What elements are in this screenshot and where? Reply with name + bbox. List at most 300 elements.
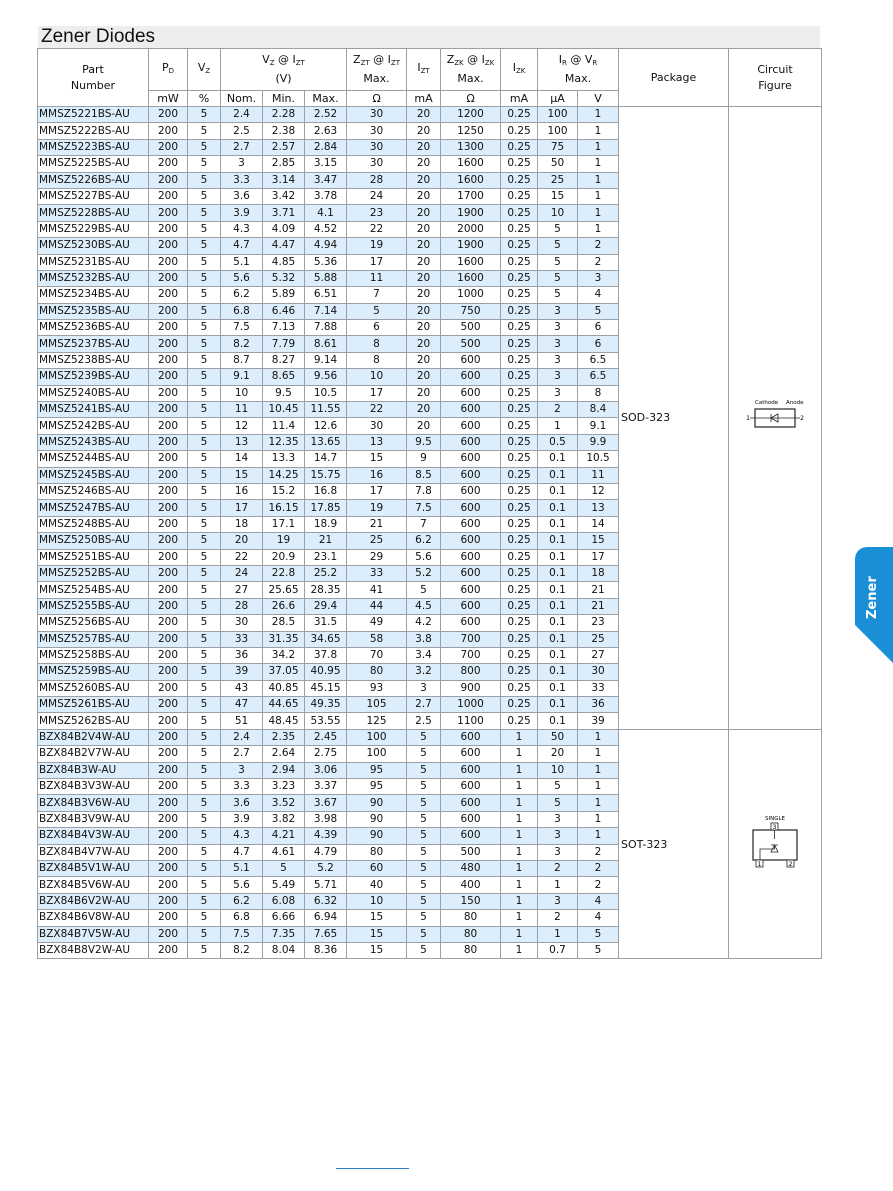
- value-cell: 200: [149, 238, 188, 254]
- value-cell: 1: [501, 926, 538, 942]
- value-cell: 2.38: [263, 123, 305, 139]
- value-cell: 1: [578, 828, 619, 844]
- value-cell: 0.25: [501, 369, 538, 385]
- vz-sub: Z: [205, 67, 211, 75]
- unit-cell: Min.: [263, 91, 305, 107]
- value-cell: 2.7: [221, 746, 263, 762]
- value-cell: 20: [407, 385, 441, 401]
- part-number-cell: BZX84B6V2W-AU: [38, 893, 149, 909]
- value-cell: 200: [149, 254, 188, 270]
- zzk-sub1: ZK: [454, 59, 464, 67]
- value-cell: 5: [188, 565, 221, 581]
- value-cell: 3: [538, 369, 578, 385]
- value-cell: 10: [347, 893, 407, 909]
- value-cell: 5: [578, 942, 619, 958]
- value-cell: 1000: [441, 697, 501, 713]
- part-number-cell: BZX84B8V2W-AU: [38, 942, 149, 958]
- value-cell: 5: [188, 500, 221, 516]
- value-cell: 2: [578, 877, 619, 893]
- value-cell: 4: [578, 287, 619, 303]
- value-cell: 1300: [441, 139, 501, 155]
- part-number-cell: MMSZ5232BS-AU: [38, 270, 149, 286]
- value-cell: 4.52: [305, 221, 347, 237]
- value-cell: 5: [188, 434, 221, 450]
- value-cell: 6: [578, 320, 619, 336]
- value-cell: 15.2: [263, 483, 305, 499]
- value-cell: 20: [407, 369, 441, 385]
- value-cell: 600: [441, 598, 501, 614]
- value-cell: 1: [538, 418, 578, 434]
- part-number-cell: MMSZ5235BS-AU: [38, 303, 149, 319]
- value-cell: 5: [188, 926, 221, 942]
- value-cell: 5: [407, 811, 441, 827]
- value-cell: 200: [149, 533, 188, 549]
- package-cell: SOD-323: [619, 107, 729, 730]
- value-cell: 0.25: [501, 238, 538, 254]
- part-number-cell: MMSZ5260BS-AU: [38, 680, 149, 696]
- value-cell: 200: [149, 697, 188, 713]
- part-number-cell: MMSZ5229BS-AU: [38, 221, 149, 237]
- value-cell: 9.5: [407, 434, 441, 450]
- value-cell: 1: [578, 795, 619, 811]
- value-cell: 30: [221, 615, 263, 631]
- value-cell: 5: [407, 893, 441, 909]
- value-cell: 27: [578, 647, 619, 663]
- value-cell: 5: [188, 238, 221, 254]
- value-cell: 200: [149, 631, 188, 647]
- value-cell: 30: [347, 139, 407, 155]
- part-number-cell: MMSZ5240BS-AU: [38, 385, 149, 401]
- value-cell: 5.49: [263, 877, 305, 893]
- value-cell: 17: [347, 254, 407, 270]
- value-cell: 2.75: [305, 746, 347, 762]
- value-cell: 70: [347, 647, 407, 663]
- value-cell: 2: [538, 402, 578, 418]
- value-cell: 16: [221, 483, 263, 499]
- value-cell: 5: [188, 713, 221, 729]
- value-cell: 1: [578, 107, 619, 123]
- value-cell: 200: [149, 500, 188, 516]
- value-cell: 200: [149, 156, 188, 172]
- value-cell: 20: [407, 172, 441, 188]
- value-cell: 5: [188, 336, 221, 352]
- value-cell: 0.25: [501, 533, 538, 549]
- value-cell: 200: [149, 664, 188, 680]
- value-cell: 5: [407, 729, 441, 745]
- value-cell: 0.1: [538, 483, 578, 499]
- value-cell: 2: [578, 844, 619, 860]
- value-cell: 200: [149, 139, 188, 155]
- value-cell: 8.04: [263, 942, 305, 958]
- value-cell: 600: [441, 385, 501, 401]
- value-cell: 0.25: [501, 254, 538, 270]
- value-cell: 12: [221, 418, 263, 434]
- value-cell: 6.08: [263, 893, 305, 909]
- value-cell: 600: [441, 451, 501, 467]
- value-cell: 5.1: [221, 860, 263, 876]
- value-cell: 200: [149, 123, 188, 139]
- value-cell: 5: [407, 910, 441, 926]
- value-cell: 2: [578, 254, 619, 270]
- value-cell: 1: [501, 795, 538, 811]
- value-cell: 1: [578, 205, 619, 221]
- value-cell: 18.9: [305, 516, 347, 532]
- value-cell: 20: [407, 287, 441, 303]
- value-cell: 21: [347, 516, 407, 532]
- value-cell: 8: [347, 336, 407, 352]
- value-cell: 20: [407, 352, 441, 368]
- col-header-part: [38, 49, 149, 107]
- value-cell: 5: [188, 942, 221, 958]
- value-cell: 0.25: [501, 303, 538, 319]
- value-cell: 20: [538, 746, 578, 762]
- zzt-sub2: ZT: [390, 59, 400, 67]
- value-cell: 8.4: [578, 402, 619, 418]
- unit-cell: mW: [149, 91, 188, 107]
- col-header-vz-at-izt: [221, 49, 347, 91]
- value-cell: 13.65: [305, 434, 347, 450]
- value-cell: 4: [578, 893, 619, 909]
- value-cell: 200: [149, 942, 188, 958]
- table-body: [38, 107, 822, 959]
- value-cell: 5: [188, 385, 221, 401]
- part-number-cell: MMSZ5244BS-AU: [38, 451, 149, 467]
- value-cell: 4.1: [305, 205, 347, 221]
- part-number-cell: BZX84B3V3W-AU: [38, 779, 149, 795]
- value-cell: 4.7: [221, 238, 263, 254]
- value-cell: 5: [188, 156, 221, 172]
- zzt-sub1: ZT: [360, 59, 370, 67]
- value-cell: 28.5: [263, 615, 305, 631]
- value-cell: 600: [441, 500, 501, 516]
- value-cell: 20: [407, 238, 441, 254]
- value-cell: 3.9: [221, 205, 263, 221]
- value-cell: 20: [407, 188, 441, 204]
- col-header-pd: [149, 49, 188, 91]
- value-cell: 12: [578, 483, 619, 499]
- part-number-cell: BZX84B3W-AU: [38, 762, 149, 778]
- value-cell: 5.2: [305, 860, 347, 876]
- part-number-cell: BZX84B7V5W-AU: [38, 926, 149, 942]
- value-cell: 3.78: [305, 188, 347, 204]
- value-cell: 9.14: [305, 352, 347, 368]
- value-cell: 16.8: [305, 483, 347, 499]
- value-cell: 1: [578, 729, 619, 745]
- part-number-cell: MMSZ5242BS-AU: [38, 418, 149, 434]
- value-cell: 500: [441, 320, 501, 336]
- value-cell: 9.1: [578, 418, 619, 434]
- value-cell: 5: [188, 598, 221, 614]
- value-cell: 2.7: [407, 697, 441, 713]
- figure-label: 3: [772, 823, 777, 831]
- value-cell: 1: [501, 942, 538, 958]
- col-header-package: Package: [619, 49, 729, 107]
- value-cell: 30: [347, 156, 407, 172]
- value-cell: 8: [578, 385, 619, 401]
- value-cell: 700: [441, 647, 501, 663]
- value-cell: 9: [407, 451, 441, 467]
- part-number-cell: MMSZ5258BS-AU: [38, 647, 149, 663]
- value-cell: 5.88: [305, 270, 347, 286]
- value-cell: 4.39: [305, 828, 347, 844]
- value-cell: 0.25: [501, 402, 538, 418]
- value-cell: 200: [149, 336, 188, 352]
- value-cell: 1600: [441, 254, 501, 270]
- value-cell: 21: [578, 598, 619, 614]
- value-cell: 4.21: [263, 828, 305, 844]
- value-cell: 4.61: [263, 844, 305, 860]
- value-cell: 0.25: [501, 221, 538, 237]
- value-cell: 0.25: [501, 123, 538, 139]
- part-number-cell: MMSZ5251BS-AU: [38, 549, 149, 565]
- part-number-cell: MMSZ5247BS-AU: [38, 500, 149, 516]
- value-cell: 1: [578, 172, 619, 188]
- value-cell: 2: [538, 860, 578, 876]
- part-number-cell: MMSZ5257BS-AU: [38, 631, 149, 647]
- part-number-cell: MMSZ5226BS-AU: [38, 172, 149, 188]
- value-cell: 8: [347, 352, 407, 368]
- value-cell: 22: [347, 402, 407, 418]
- part-number-cell: BZX84B3V6W-AU: [38, 795, 149, 811]
- value-cell: 28.35: [305, 582, 347, 598]
- value-cell: 15: [347, 926, 407, 942]
- vz-label: V: [197, 61, 206, 74]
- unit-cell: Ω: [347, 91, 407, 107]
- value-cell: 5: [188, 221, 221, 237]
- value-cell: 600: [441, 483, 501, 499]
- value-cell: 5: [188, 779, 221, 795]
- value-cell: 200: [149, 844, 188, 860]
- part-number-cell: MMSZ5230BS-AU: [38, 238, 149, 254]
- value-cell: 0.1: [538, 615, 578, 631]
- value-cell: 0.25: [501, 434, 538, 450]
- value-cell: 1: [501, 828, 538, 844]
- col-header-circuit: [729, 49, 822, 107]
- value-cell: 25: [538, 172, 578, 188]
- value-cell: 600: [441, 549, 501, 565]
- value-cell: 5: [188, 631, 221, 647]
- value-cell: 48.45: [263, 713, 305, 729]
- value-cell: 700: [441, 631, 501, 647]
- figure-label: 1: [746, 415, 750, 423]
- part-header-line2: Number: [70, 78, 116, 92]
- part-number-cell: MMSZ5256BS-AU: [38, 615, 149, 631]
- figure-label: SINGLE: [765, 815, 786, 822]
- part-number-cell: MMSZ5239BS-AU: [38, 369, 149, 385]
- value-cell: 0.25: [501, 270, 538, 286]
- value-cell: 200: [149, 434, 188, 450]
- value-cell: 5: [188, 451, 221, 467]
- value-cell: 0.1: [538, 533, 578, 549]
- value-cell: 5: [188, 795, 221, 811]
- value-cell: 1600: [441, 156, 501, 172]
- value-cell: 5: [538, 270, 578, 286]
- value-cell: 0.1: [538, 697, 578, 713]
- figure-label: Cathode: [755, 400, 779, 407]
- value-cell: 2.35: [263, 729, 305, 745]
- value-cell: 16: [347, 467, 407, 483]
- value-cell: 5: [188, 647, 221, 663]
- value-cell: 80: [441, 942, 501, 958]
- value-cell: 36: [578, 697, 619, 713]
- header-row: [38, 49, 822, 91]
- value-cell: 5: [538, 287, 578, 303]
- value-cell: 5: [188, 910, 221, 926]
- value-cell: 4.7: [221, 844, 263, 860]
- zzk-z: Z: [446, 53, 455, 66]
- value-cell: 125: [347, 713, 407, 729]
- value-cell: 2.63: [305, 123, 347, 139]
- value-cell: 6.8: [221, 910, 263, 926]
- value-cell: 10: [538, 205, 578, 221]
- circuit-figure-cell: [729, 729, 822, 958]
- value-cell: 3.6: [221, 188, 263, 204]
- value-cell: 5: [407, 942, 441, 958]
- value-cell: 80: [441, 910, 501, 926]
- value-cell: 6.51: [305, 287, 347, 303]
- value-cell: 2: [538, 910, 578, 926]
- value-cell: 0.25: [501, 172, 538, 188]
- value-cell: 1: [501, 811, 538, 827]
- value-cell: 5: [347, 303, 407, 319]
- value-cell: 5: [188, 467, 221, 483]
- col-header-izk: [501, 49, 538, 91]
- value-cell: 600: [441, 811, 501, 827]
- vz-at-izt-v: V: [262, 53, 270, 66]
- value-cell: 3.6: [221, 795, 263, 811]
- unit-cell: %: [188, 91, 221, 107]
- value-cell: 200: [149, 352, 188, 368]
- value-cell: 200: [149, 615, 188, 631]
- value-cell: 20: [407, 221, 441, 237]
- value-cell: 2.28: [263, 107, 305, 123]
- value-cell: 3.67: [305, 795, 347, 811]
- value-cell: 3: [538, 893, 578, 909]
- value-cell: 600: [441, 762, 501, 778]
- value-cell: 0.25: [501, 352, 538, 368]
- value-cell: 1: [578, 123, 619, 139]
- value-cell: 90: [347, 795, 407, 811]
- value-cell: 20: [407, 418, 441, 434]
- value-cell: 5: [188, 746, 221, 762]
- circuit-header-line1: Circuit: [757, 62, 793, 76]
- value-cell: 0.25: [501, 598, 538, 614]
- ir-at: @ V: [566, 53, 593, 66]
- value-cell: 3: [538, 844, 578, 860]
- izk-i: I: [512, 61, 516, 74]
- value-cell: 7.88: [305, 320, 347, 336]
- value-cell: 2.84: [305, 139, 347, 155]
- value-cell: 75: [538, 139, 578, 155]
- value-cell: 31.35: [263, 631, 305, 647]
- value-cell: 14: [578, 516, 619, 532]
- value-cell: 0.25: [501, 287, 538, 303]
- value-cell: 80: [441, 926, 501, 942]
- value-cell: 200: [149, 320, 188, 336]
- value-cell: 1: [501, 779, 538, 795]
- value-cell: 5: [188, 303, 221, 319]
- value-cell: 0.25: [501, 320, 538, 336]
- value-cell: 0.25: [501, 664, 538, 680]
- value-cell: 0.25: [501, 680, 538, 696]
- value-cell: 36: [221, 647, 263, 663]
- value-cell: 100: [347, 746, 407, 762]
- value-cell: 14.7: [305, 451, 347, 467]
- value-cell: 20: [407, 336, 441, 352]
- part-number-cell: MMSZ5225BS-AU: [38, 156, 149, 172]
- zzt-z: Z: [353, 53, 361, 66]
- value-cell: 200: [149, 549, 188, 565]
- value-cell: 200: [149, 729, 188, 745]
- value-cell: 10.5: [578, 451, 619, 467]
- value-cell: 500: [441, 336, 501, 352]
- value-cell: 5: [188, 582, 221, 598]
- part-number-cell: MMSZ5227BS-AU: [38, 188, 149, 204]
- value-cell: 0.25: [501, 418, 538, 434]
- value-cell: 200: [149, 746, 188, 762]
- value-cell: 20: [407, 156, 441, 172]
- value-cell: 600: [441, 533, 501, 549]
- value-cell: 5: [407, 844, 441, 860]
- value-cell: 2.5: [407, 713, 441, 729]
- value-cell: 13: [347, 434, 407, 450]
- value-cell: 9.56: [305, 369, 347, 385]
- value-cell: 15: [347, 942, 407, 958]
- part-number-cell: MMSZ5252BS-AU: [38, 565, 149, 581]
- part-number-cell: MMSZ5228BS-AU: [38, 205, 149, 221]
- value-cell: 2: [578, 860, 619, 876]
- value-cell: 90: [347, 828, 407, 844]
- value-cell: 10: [347, 369, 407, 385]
- value-cell: 5: [407, 746, 441, 762]
- value-cell: 17: [578, 549, 619, 565]
- value-cell: 4.3: [221, 828, 263, 844]
- zzt-at: @ I: [369, 53, 391, 66]
- value-cell: 18: [221, 516, 263, 532]
- value-cell: 7: [347, 287, 407, 303]
- value-cell: 5: [538, 779, 578, 795]
- part-number-cell: MMSZ5245BS-AU: [38, 467, 149, 483]
- value-cell: 5: [188, 287, 221, 303]
- value-cell: 31.5: [305, 615, 347, 631]
- value-cell: 6.8: [221, 303, 263, 319]
- page-title: Zener Diodes: [41, 26, 156, 47]
- value-cell: 5: [407, 828, 441, 844]
- value-cell: 5: [188, 680, 221, 696]
- value-cell: 0.25: [501, 647, 538, 663]
- value-cell: 200: [149, 369, 188, 385]
- value-cell: 3: [538, 811, 578, 827]
- value-cell: 6.66: [263, 910, 305, 926]
- value-cell: 0.25: [501, 713, 538, 729]
- vz-at-izt-unit: (V): [275, 72, 292, 85]
- value-cell: 200: [149, 270, 188, 286]
- value-cell: 6.5: [578, 352, 619, 368]
- value-cell: 25.2: [305, 565, 347, 581]
- value-cell: 14: [221, 451, 263, 467]
- value-cell: 0.1: [538, 565, 578, 581]
- value-cell: 600: [441, 729, 501, 745]
- value-cell: 0.25: [501, 156, 538, 172]
- value-cell: 200: [149, 713, 188, 729]
- value-cell: 0.25: [501, 565, 538, 581]
- value-cell: 22.8: [263, 565, 305, 581]
- value-cell: 2.64: [263, 746, 305, 762]
- value-cell: 200: [149, 762, 188, 778]
- value-cell: 6.2: [407, 533, 441, 549]
- value-cell: 5.89: [263, 287, 305, 303]
- value-cell: 5: [538, 221, 578, 237]
